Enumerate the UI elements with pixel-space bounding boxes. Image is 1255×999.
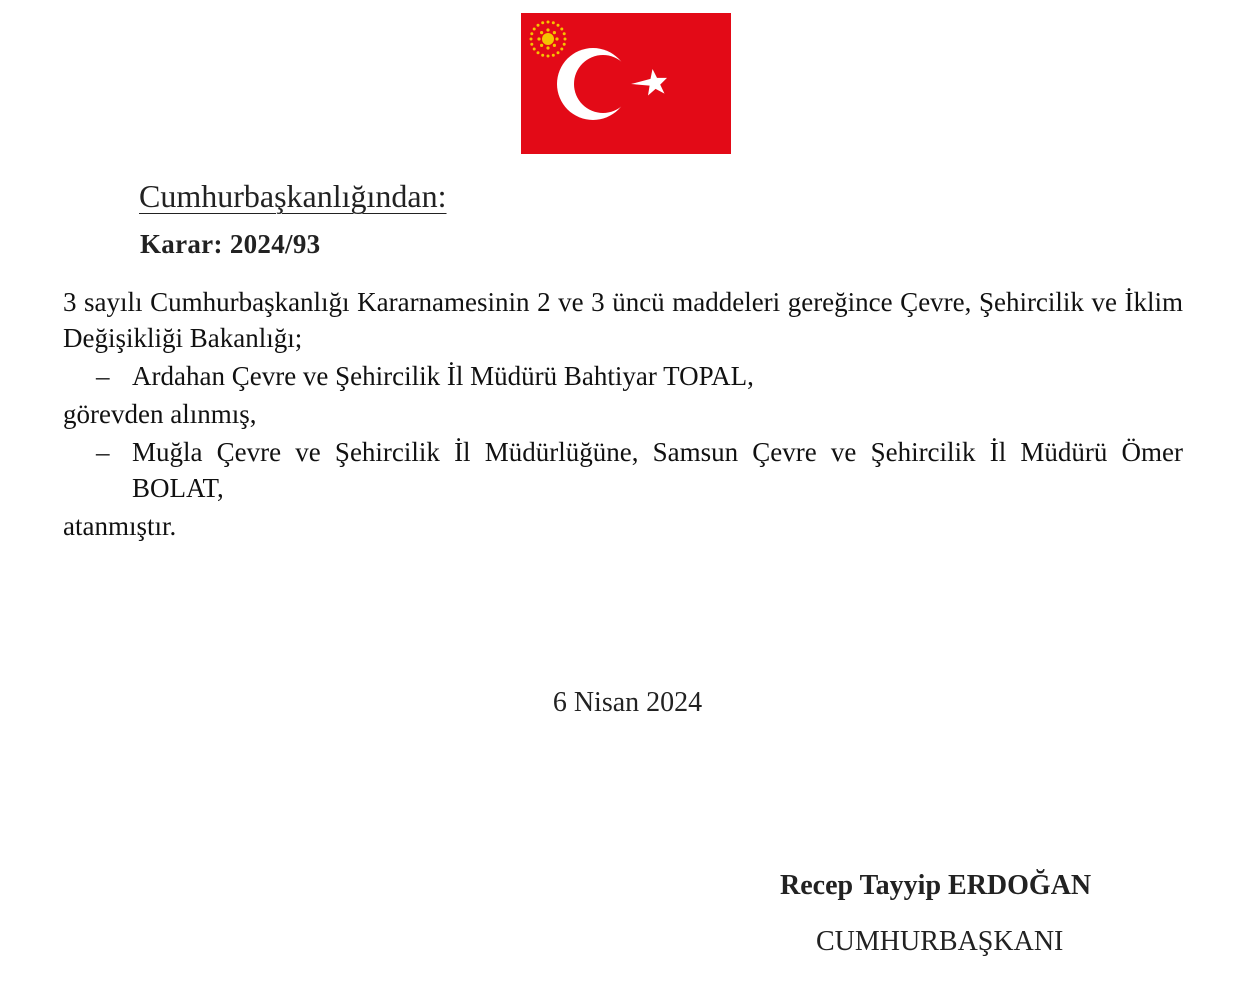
dash-bullet: – xyxy=(96,361,110,391)
list-item-dismissal xyxy=(63,358,1183,394)
list-item-text: Ardahan Çevre ve Şehircilik İl Müdürü Bahtiyar TOPAL, xyxy=(132,361,754,391)
decision-number-value: 2024/93 xyxy=(229,229,321,259)
intro-paragraph: 3 sayılı Cumhurbaşkanlığı Kararnamesinin 2 ve 3 üncü maddeleri gereğince Çevre, Şehircilik ve İklim Değişikliği Bakanlığı; xyxy=(63,287,1183,353)
dash-bullet: – xyxy=(96,437,110,467)
dismissal-statement: görevden alınmış, xyxy=(63,399,257,429)
signer-name: Recep Tayyip ERDOĞAN xyxy=(780,870,1092,901)
issuer-heading: Cumhurbaşkanlığından: xyxy=(139,178,447,214)
decision-label: Karar xyxy=(140,229,214,259)
decision-body xyxy=(63,284,1183,546)
decision-date: 6 Nisan 2024 xyxy=(552,687,703,718)
signer-title: CUMHURBAŞKANI xyxy=(816,926,1064,957)
turkish-flag-icon xyxy=(521,13,731,154)
list-item-appointment xyxy=(63,434,1183,506)
list-item-text: Muğla Çevre ve Şehircilik İl Müdürlüğüne, Samsun Çevre ve Şehircilik İl Müdürü Ömer BOLAT, xyxy=(132,437,1183,503)
decision-number: Karar: 2024/93 xyxy=(140,229,321,259)
appointment-statement: atanmıştır. xyxy=(63,511,177,541)
